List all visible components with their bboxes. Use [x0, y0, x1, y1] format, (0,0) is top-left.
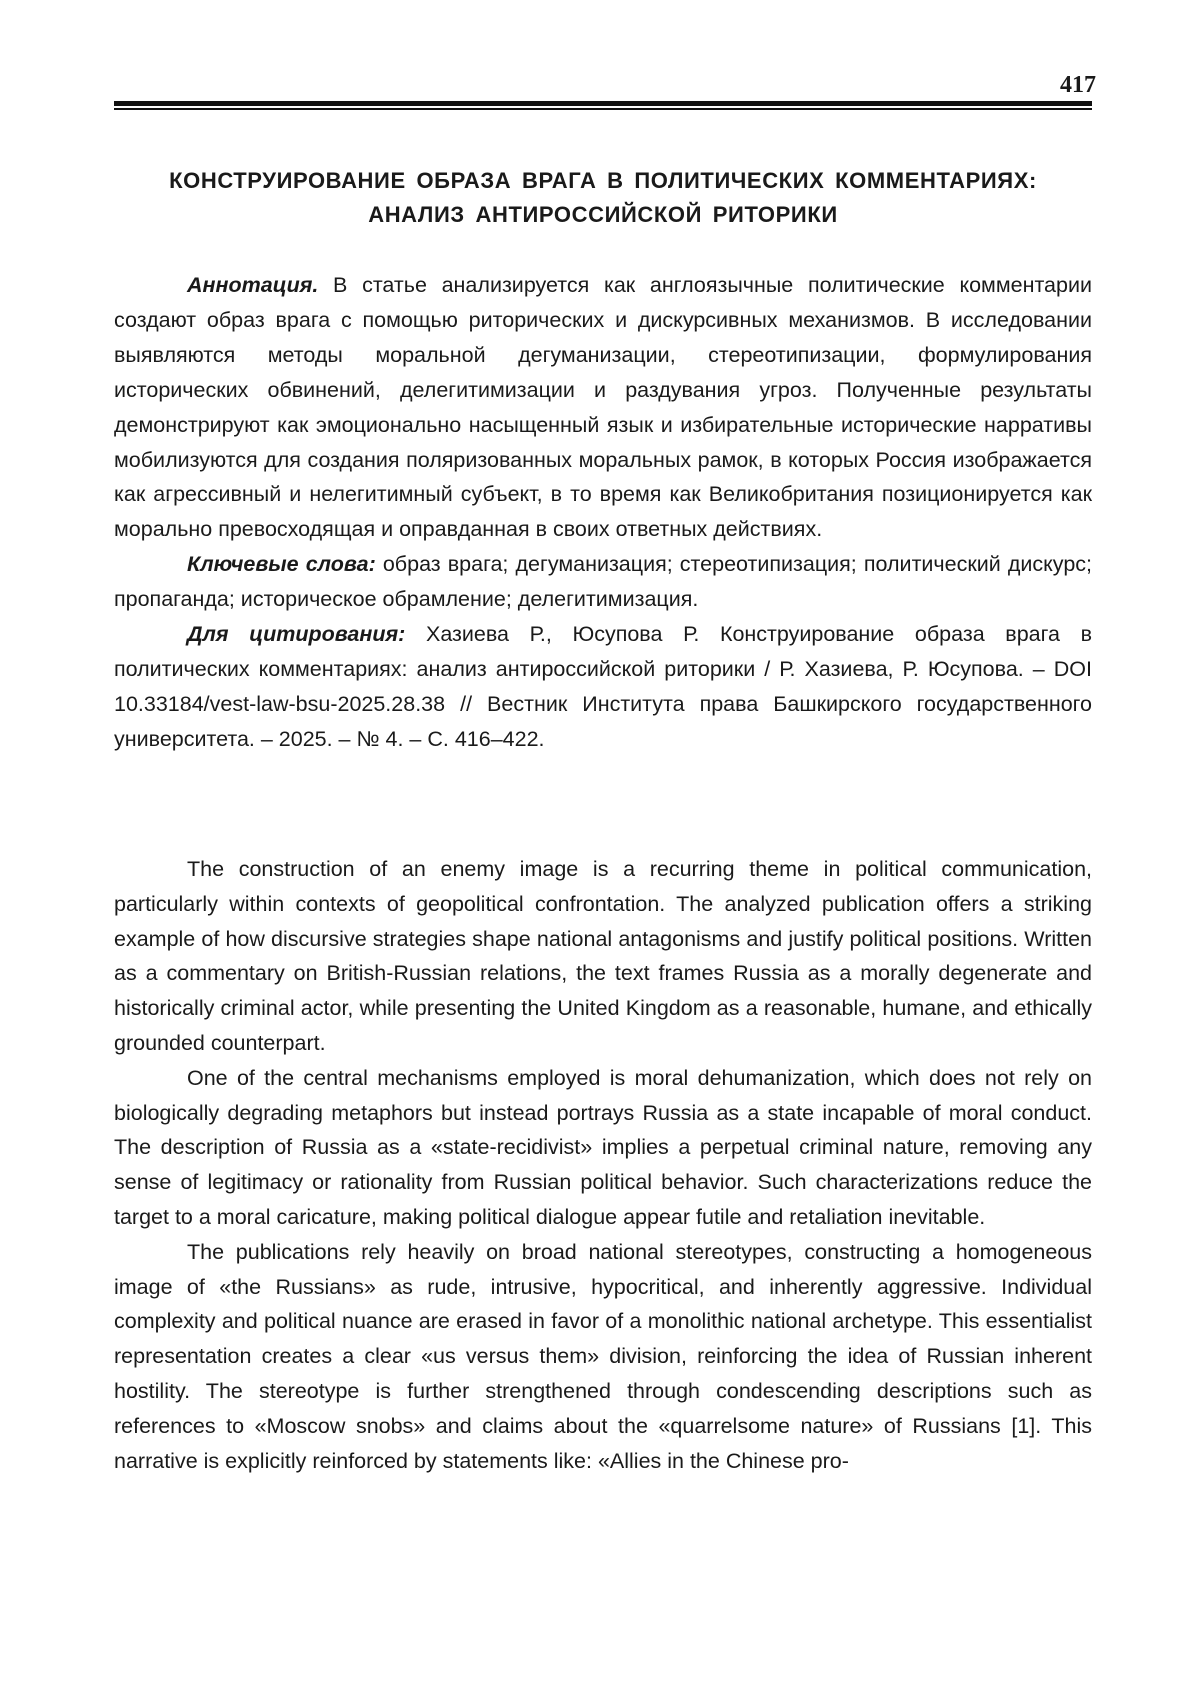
title-line: АНАЛИЗ АНТИРОССИЙСКОЙ РИТОРИКИ	[368, 202, 838, 227]
body-paragraph: One of the central mechanisms employed is moral dehumanization, which does not rely on biologically degrading metaphors but instead portrays Russia as a state incapable of moral conduct. The description of Russia as a «state-recidivist» implies a perpetual criminal nature, removing any sense of legitimacy or rationality from Russian political behavior. Such characterizations reduce the target to a moral caricature, making political dialogue appear futile and retaliation inevitable.	[114, 1065, 1092, 1229]
title-line: КОНСТРУИРОВАНИЕ ОБРАЗА ВРАГА В ПОЛИТИЧЕСКИХ КОММЕНТАРИЯХ:	[169, 168, 1037, 193]
keywords-label: Ключевые слова:	[187, 552, 376, 577]
abstract-text: В статье анализируется как англоязычные политические комментарии создают образ врага с помощью риторических и дискурсивных механизмов. В исследовании выявляются методы моральной дегуманизации, стереотипизации, формулирования исторических обвинений, делегитимизации и раздувания угроз. Полученные результаты демонстрируют как эмоционально насыщенный язык и избирательные исторические нарративы мобилизуются для создания поляризованных моральных рамок, в которых Россия изображается как агрессивный и нелегитимный субъект, в то время как Великобритания позиционируется как морально превосходящая и оправданная в своих ответных действиях.	[114, 273, 1092, 542]
header-rule-thin	[114, 108, 1092, 110]
header-rule-thick	[114, 101, 1092, 106]
abstract-paragraph	[114, 268, 1092, 547]
abstract-section	[114, 268, 1092, 757]
keywords-text: образ врага; дегуманизация; стереотипизация; политический дискурс; пропаганда; историческое обрамление; делегитимизация.	[114, 552, 1092, 612]
citation-paragraph	[114, 617, 1092, 757]
article-body	[114, 852, 1092, 1478]
article-title	[114, 164, 1092, 232]
body-paragraph: The publications rely heavily on broad national stereotypes, constructing a homogeneous image of «the Russians» as rude, intrusive, hypocritical, and inherently aggressive. Individual complexity and political nuance are erased in favor of a monolithic national archetype. This essentialist representation creates a clear «us versus them» division, reinforcing the idea of Russian inherent hostility. The stereotype is further strengthened through condescending descriptions such as references to «Moscow snobs» and claims about the «quarrelsome nature» of Russians [1]. This narrative is explicitly reinforced by statements like: «Allies in the Chinese pro-	[114, 1239, 1092, 1473]
keywords-paragraph	[114, 547, 1092, 617]
citation-label: Для цитирования:	[187, 622, 406, 647]
body-paragraph: The construction of an enemy image is a recurring theme in political communication, particularly within contexts of geopolitical confrontation. The analyzed publication offers a striking example of how discursive strategies shape national antagonisms and justify political positions. Written as a commentary on British-Russian relations, the text frames Russia as a morally degenerate and historically criminal actor, while presenting the United Kingdom as a reasonable, humane, and ethically grounded counterpart.	[114, 857, 1092, 1055]
abstract-label: Аннотация.	[187, 273, 319, 297]
citation-text: Хазиева Р., Юсупова Р. Конструирование образа врага в политических комментариях: анализ антироссийской риторики / Р. Хазиева, Р. Юсупова. – DOI 10.33184/vest-law-bsu-2025.28.38 // Вестник Института права Башкирского государственного университета. – 2025. – № 4. – С. 416–422.	[114, 622, 1092, 751]
page-number: 417	[1060, 72, 1096, 98]
